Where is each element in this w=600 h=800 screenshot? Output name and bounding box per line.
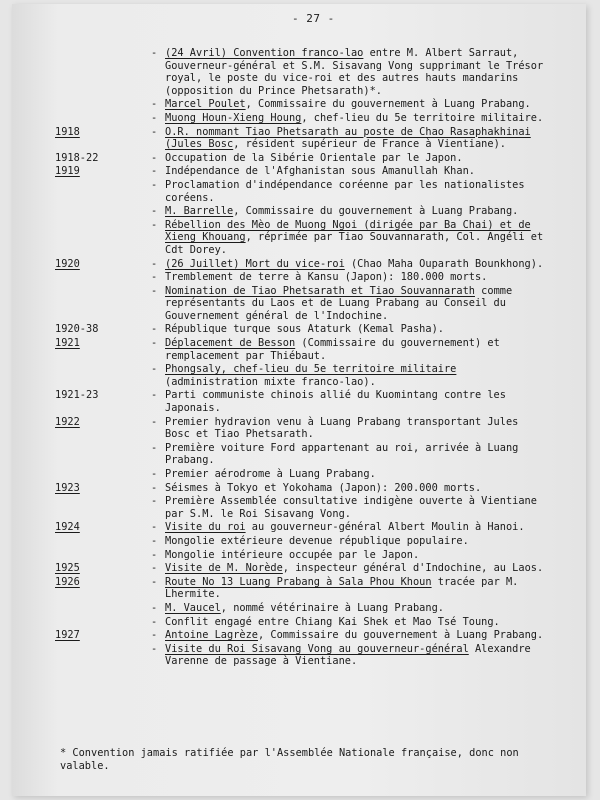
entry-text (165, 562, 548, 575)
entry-dash: - (151, 205, 158, 218)
chronology-entry (48, 389, 548, 414)
entry-text (165, 535, 548, 548)
entry-highlight: Nomination de Tiao Phetsarath et Tiao Souvannarath (165, 284, 475, 297)
entry-body: , Commissaire du gouvernement à Luang Prabang. (258, 629, 544, 642)
entry-body: Premier hydravion venu à Luang Prabang transportant Jules Bosc et Tiao Phetsarath. (165, 415, 519, 441)
entry-highlight: Visite de M. Norède (165, 562, 283, 575)
entry-body: Mongolie extérieure devenue république populaire. (165, 534, 469, 547)
chronology-entry (48, 468, 548, 481)
chronology-entry (48, 602, 548, 615)
entry-year: 1921 (55, 337, 80, 350)
entry-dash: - (151, 284, 158, 297)
entry-text (165, 389, 548, 414)
entry-highlight: M. Barrelle (165, 205, 234, 218)
entry-body: Tremblement de terre à Kansu (Japon): 180.000 morts. (165, 271, 488, 284)
entry-dash: - (151, 111, 158, 124)
entry-year: 1927 (55, 629, 80, 642)
document-page (12, 4, 586, 796)
entry-highlight: Visite du Roi Sisavang Vong au gouverneur-général (165, 642, 469, 655)
entry-highlight: O.R. nommant Tiao Phetsarath au poste de Chao Rasaphakhinai (Jules Bosc (165, 125, 531, 151)
entry-dash: - (151, 165, 158, 178)
entry-text (165, 416, 548, 441)
entry-dash: - (151, 495, 158, 508)
entry-year: 1926 (55, 575, 80, 588)
chronology-entry (48, 549, 548, 562)
chronology-entry (48, 112, 548, 125)
entry-text (165, 179, 548, 204)
entry-text (165, 205, 548, 218)
entry-dash: - (151, 615, 158, 628)
footnote: * Convention jamais ratifiée par l'Assemblée Nationale française, donc non valable. (60, 747, 519, 772)
entry-dash: - (151, 218, 158, 231)
entry-text (165, 442, 548, 467)
entry-body: République turque sous Ataturk (Kemal Pasha). (165, 323, 444, 336)
entry-year: 1919 (55, 165, 80, 178)
chronology-entry (48, 47, 548, 97)
entry-dash: - (151, 257, 158, 270)
entry-body: entre M. Albert Sarraut, Gouverneur-général et S.M. Sisavang Vong supprimant le Trésor royal, le poste du vice-roi et des autres hauts mandarins (opposition du Prince Phetsarath)*. (165, 47, 544, 97)
entry-dash: - (151, 363, 158, 376)
entry-year: 1918-22 (55, 151, 99, 164)
chronology-entry (48, 98, 548, 111)
entry-dash: - (151, 178, 158, 191)
chronology-entry (48, 205, 548, 218)
entry-text (165, 285, 548, 323)
entry-text (165, 468, 548, 481)
entry-year: 1922 (55, 415, 80, 428)
entry-body: (Chao Maha Ouparath Bounkhong). (344, 257, 544, 270)
entry-dash: - (151, 337, 158, 350)
entry-highlight: M. Vaucel (165, 601, 221, 614)
entry-body: Conflit engagé entre Chiang Kai Shek et Mao Tsé Toung. (165, 615, 500, 628)
entry-body: Indépendance de l'Afghanistan sous Amanullah Khan. (165, 165, 475, 178)
chronology-entry (48, 643, 548, 668)
chronology-entry (48, 179, 548, 204)
chronology-entry (48, 562, 548, 575)
page-number: - 27 - (292, 12, 335, 25)
entry-dash: - (151, 47, 158, 59)
entry-body: , inspecteur général d'Indochine, au Laos. (282, 562, 544, 575)
entry-year: 1920-38 (55, 323, 99, 336)
entry-body: Occupation de la Sibérie Orientale par le Japon. (165, 151, 463, 164)
entry-body: Mongolie intérieure occupée par le Japon. (165, 548, 420, 561)
entry-year: 1925 (55, 562, 80, 575)
entry-year: 1920 (55, 257, 80, 270)
entry-dash: - (151, 389, 158, 402)
entry-dash: - (151, 534, 158, 547)
entry-body: comme représentants du Laos et de Luang Prabang au Conseil du Gouvernement général de l'Indochine. (165, 284, 513, 322)
chronology-entry (48, 363, 548, 388)
entry-body: , chef-lieu du 5e territoire militaire. (301, 111, 544, 124)
entry-text (165, 323, 548, 336)
chronology-entry (48, 482, 548, 495)
entry-text (165, 616, 548, 629)
entry-text (165, 576, 548, 601)
chronology-entry (48, 258, 548, 271)
entry-highlight: Marcel Poulet (165, 98, 246, 111)
entry-body: (administration mixte franco-lao). (165, 375, 376, 388)
entry-highlight: Visite du roi (165, 521, 246, 534)
entry-dash: - (151, 125, 158, 138)
entry-dash: - (151, 548, 158, 561)
entry-body: Proclamation d'indépendance coréenne par les nationalistes coréens. (165, 178, 525, 204)
entry-text (165, 219, 548, 257)
entry-text (165, 482, 548, 495)
entry-highlight: Antoine Lagrèze (165, 629, 258, 642)
chronology-entry (48, 416, 548, 441)
entry-dash: - (151, 642, 158, 655)
entry-dash: - (151, 441, 158, 454)
chronology-entry (48, 165, 548, 178)
entry-dash: - (151, 98, 158, 111)
entry-body: au gouverneur-général Albert Moulin à Hanoi. (245, 521, 525, 534)
entry-dash: - (151, 323, 158, 336)
entry-text (165, 271, 548, 284)
entry-dash: - (151, 562, 158, 575)
entry-body: , réprimée par Tiao Souvannarath, Col. Angéli et Cdt Dorey. (165, 231, 544, 256)
entry-text (165, 98, 548, 111)
entry-year: 1918 (55, 125, 80, 138)
entry-year: 1921-23 (55, 389, 99, 402)
entry-dash: - (151, 151, 158, 164)
entry-text (165, 47, 548, 97)
chronology-entry (48, 629, 548, 642)
chronology-entry (48, 521, 548, 534)
entry-body: , Commissaire du gouvernement à Luang Prabang. (233, 205, 519, 218)
chronology-entry (48, 323, 548, 336)
chronology-entry (48, 576, 548, 601)
entry-text (165, 165, 548, 178)
entry-highlight: Route No 13 Luang Prabang à Sala Phou Khoun (165, 575, 432, 588)
entry-body: Parti communiste chinois allié du Kuomintang contre les Japonais. (165, 389, 506, 415)
entry-text (165, 258, 548, 271)
entry-year: 1923 (55, 481, 80, 494)
entry-dash: - (151, 521, 158, 534)
entry-body: Premier aérodrome à Luang Prabang. (165, 468, 376, 480)
entry-text (165, 126, 548, 151)
entry-dash: - (151, 575, 158, 588)
entry-dash: - (151, 468, 158, 480)
entry-dash: - (151, 481, 158, 494)
entry-text (165, 495, 548, 520)
entry-body: Première Assemblée consultative indigène ouverte à Vientiane par S.M. le Roi Sisavang Vong. (165, 495, 537, 520)
entry-body: Première voiture Ford appartenant au roi, arrivée à Luang Prabang. (165, 441, 519, 467)
entry-highlight: (24 Avril) Convention franco-lao (165, 47, 364, 59)
entry-highlight: Rébellion des Mèo de Muong Ngoi (dirigée par Ba Chai) et de Xieng Khouang (165, 218, 531, 244)
entry-dash: - (151, 629, 158, 642)
entry-body: , Commissaire du gouvernement à Luang Prabang. (245, 98, 531, 111)
entry-text (165, 112, 548, 125)
chronology-entry (48, 219, 548, 257)
entry-year: 1924 (55, 521, 80, 534)
entry-text (165, 152, 548, 165)
chronology-list (48, 47, 548, 668)
entry-body: , nommé vétérinaire à Luang Prabang. (220, 601, 444, 614)
chronology-entry (48, 495, 548, 520)
chronology-entry (48, 442, 548, 467)
entry-body: Alexandre Varenne de passage à Vientiane. (165, 642, 531, 668)
entry-text (165, 602, 548, 615)
entry-text (165, 629, 548, 642)
entry-text (165, 643, 548, 668)
entry-highlight: Phongsaly, chef-lieu du 5e territoire militaire (165, 363, 457, 376)
entry-highlight: (26 Juillet) Mort du vice-roi (165, 257, 345, 270)
entry-highlight: Déplacement de Besson (165, 337, 296, 350)
chronology-entry (48, 271, 548, 284)
entry-dash: - (151, 271, 158, 284)
entry-body: tracée par M. Lhermite. (165, 575, 519, 601)
entry-highlight: Muong Houn-Xieng Houng (165, 111, 302, 124)
chronology-entry (48, 616, 548, 629)
chronology-entry (48, 152, 548, 165)
chronology-entry (48, 285, 548, 323)
entry-body: Séismes à Tokyo et Yokohama (Japon): 200.000 morts. (165, 481, 482, 494)
entry-dash: - (151, 415, 158, 428)
entry-dash: - (151, 601, 158, 614)
entry-text (165, 549, 548, 562)
chronology-entry (48, 535, 548, 548)
entry-text (165, 521, 548, 534)
chronology-entry (48, 126, 548, 151)
entry-body: , résident supérieur de France à Vientiane). (233, 138, 506, 151)
entry-text (165, 363, 548, 388)
chronology-entry (48, 337, 548, 362)
entry-text (165, 337, 548, 362)
entry-body: (Commissaire du gouvernement) et remplacement par Thiébaut. (165, 337, 500, 362)
